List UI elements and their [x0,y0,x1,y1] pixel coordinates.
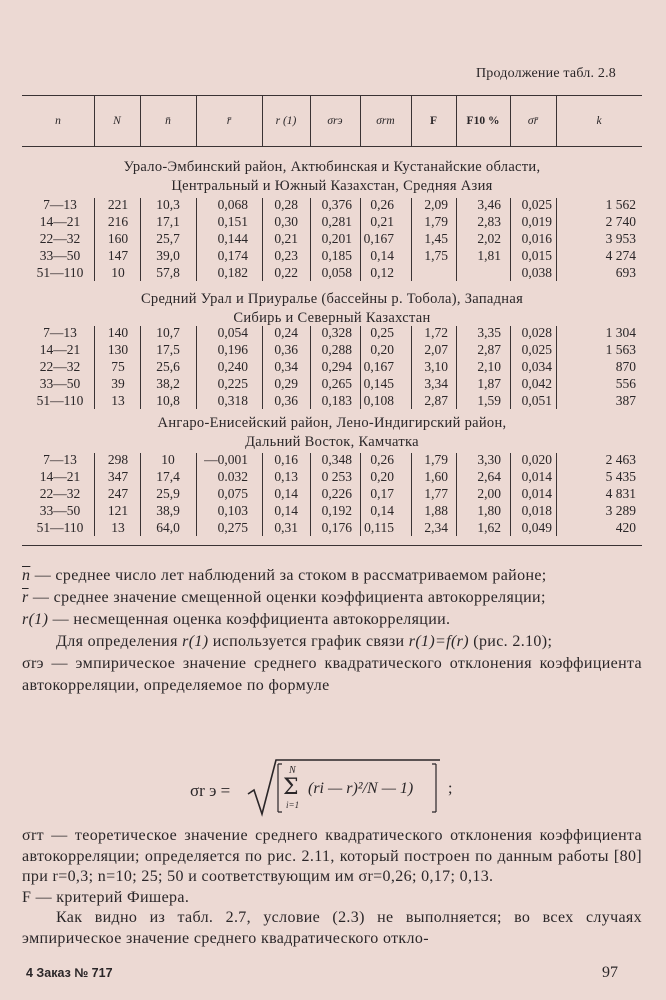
paragraph-text: — эмпирическое значение среднего квадратического отклонения коэффициента автокорреляции, определяемое по формуле [22,655,642,694]
header-sigma-rt: σrт [376,115,395,127]
table-continuation-label: Продолжение табл. 2.8 [476,66,616,81]
table-cell: 0,21 [370,214,394,229]
table-cell: 0,28 [274,197,298,212]
table-cell: 140 [107,325,129,340]
paragraph-text: Для определения [56,633,183,650]
table-row [22,469,642,486]
table-cell: 0,26 [370,452,394,467]
table-cell: 3,46 [477,197,501,212]
table-cell: 1,45 [424,231,448,246]
table-cell: 17,4 [156,469,180,484]
table-cell: 1 304 [605,325,636,340]
bracket-right-icon [432,764,436,812]
table-cell: 0,075 [217,486,248,501]
table-cell: 0,36 [274,342,298,357]
table-cell: 0,068 [217,197,248,212]
table-cell: 0.032 [217,469,248,484]
table-cell: 38,2 [156,376,180,391]
paragraph-text: Как видно из табл. 2.7, условие (2.3) не выполняется; во всех случаях эмпирическое значение среднего квадратического откло- [22,909,642,947]
table-cell: 2,00 [477,486,501,501]
table-cell: 247 [107,486,129,501]
table-cell: 0,226 [321,486,352,501]
table-cell: 51—110 [36,265,84,280]
table-cell: 10 [161,452,175,467]
table-cell: 0,25 [370,325,394,340]
table-row [22,359,642,376]
table-cell: 121 [107,503,129,518]
table-cell: 3,30 [477,452,501,467]
table-cell: 0,26 [370,197,394,212]
definitions-block [22,565,642,697]
table-cell: 2,07 [424,342,448,357]
table-cell: 1 563 [605,342,636,357]
table-cell: 0,192 [321,503,352,518]
table-cell: 39 [111,376,125,391]
table-cell: 870 [615,359,636,374]
table-cell: 7—13 [43,197,77,212]
table-cell: 1,88 [424,503,448,518]
header-r1: r (1) [275,115,297,127]
table-bottom-rule [22,545,642,546]
table-cell: 347 [107,469,129,484]
table-cell: 0,185 [321,248,352,263]
table-row [22,393,642,410]
table-cell: 1 562 [605,197,636,212]
table-cell: 22—32 [39,486,81,501]
sum-upper-limit: N [289,765,296,776]
table-cell: 0,058 [321,265,352,280]
paragraph-graph [22,631,642,653]
table-cell: 17,1 [156,214,180,229]
section-title [22,414,642,452]
section-title-line: Урало-Эмбинский район, Актюбинская и Кустанайские области, [123,159,541,175]
header-n-mean: n̄ [165,115,171,127]
table-cell: 1,81 [477,248,501,263]
table-cell: 0,20 [370,342,394,357]
table-cell: 216 [107,214,129,229]
table-row [22,325,642,342]
table-cell: 0,17 [370,486,394,501]
table-cell: 0,20 [370,469,394,484]
table-cell: 221 [107,197,129,212]
table-cell: 0,240 [217,359,248,374]
table-cell: 0,328 [321,325,352,340]
table-cell: 3 289 [605,503,636,518]
table-cell: 14—21 [39,214,81,229]
table-cell: 0,13 [274,469,298,484]
table-cell: 0,22 [274,265,298,280]
table-row [22,342,642,359]
table-cell: 0,201 [321,231,352,246]
table-cell: 0,016 [521,231,552,246]
table-cell: 0,042 [521,376,552,391]
bracket-left-icon [278,764,282,812]
table-cell: 0,014 [521,469,552,484]
table-cell: 0,145 [363,376,394,391]
table-cell: 0,025 [521,342,552,357]
table-cell: 1,79 [424,214,448,229]
table-cell: 160 [107,231,129,246]
table-cell: 0,020 [521,452,552,467]
table-cell: 0,014 [521,486,552,501]
table-cell: 387 [615,393,636,408]
symbol: σrт [22,827,44,844]
table-cell: 13 [111,393,125,408]
paragraph-n-mean [22,565,642,587]
table-row [22,376,642,393]
table-cell: 10,7 [156,325,180,340]
header-r-mean: r̄ [226,115,232,127]
table-cell: 130 [107,342,129,357]
table-cell: 2,87 [424,393,448,408]
paragraph-text: — среднее значение смещенной оценки коэффициента автокорреляции; [28,589,546,606]
table-cell: 1,75 [424,248,448,263]
table-cell: 0,183 [321,393,352,408]
section-title-line: Дальний Восток, Камчатка [245,434,419,450]
table-row [22,197,642,214]
table-cell: 4 274 [605,248,636,263]
table-cell: 1,80 [477,503,501,518]
table-cell: 10,8 [156,393,180,408]
header-sigma-re: σrэ [327,115,343,127]
page-number: 97 [602,964,618,981]
table-cell: 13 [111,520,125,535]
symbol: $\overline{n}$ [22,567,31,584]
table-cell: 0,038 [521,265,552,280]
paragraph-r-mean [22,587,642,609]
paragraph-text: — среднее число лет наблюдений за стоком в рассматриваемом районе; [30,567,547,584]
section-title [22,290,642,328]
table-cell: 0,16 [274,452,298,467]
table-cell: 0,225 [217,376,248,391]
formula-lhs: σr э = [190,781,231,800]
table-cell: 0,294 [321,359,352,374]
table-cell: 0,108 [363,393,394,408]
table-cell: 3,35 [477,325,501,340]
table-cell: 38,9 [156,503,180,518]
definitions-block-2 [22,826,642,949]
table-cell: 33—50 [39,248,81,263]
table-cell: 693 [615,265,636,280]
header-N: N [113,115,121,127]
table-cell: 420 [615,520,636,535]
formula-body: (ri — r)²/N — 1) [308,780,414,797]
sigma-sum-icon: Σ [283,775,299,800]
table-cell: 25,9 [156,486,180,501]
table-cell: 7—13 [43,452,77,467]
table-cell: 25,7 [156,231,180,246]
table-cell: 0,31 [274,520,298,535]
symbol: $\overline{r}$ [22,589,29,606]
table-cell: 57,8 [156,265,180,280]
table-cell: 1,79 [424,452,448,467]
formula-graphic [190,756,490,820]
table-cell: 0,14 [370,248,394,263]
table-cell: 0,12 [370,265,394,280]
table-cell: 14—21 [39,342,81,357]
table-cell: 1,60 [424,469,448,484]
table-cell: 0,115 [364,520,394,535]
table-cell: 0,025 [521,197,552,212]
table-cell: 1,77 [424,486,448,501]
table-cell: 0 253 [321,469,352,484]
table-cell: 0,34 [274,359,298,374]
paragraph-r1 [22,609,642,631]
table-cell: 0,281 [321,214,352,229]
paragraph-text: (рис. 2.10); [468,633,553,650]
table-cell: 1,62 [477,520,501,535]
table-cell: 0,151 [217,214,248,229]
section-title-line: Сибирь и Северный Казахстан [233,310,431,326]
table-cell: 4 831 [605,486,636,501]
table-cell: 7—13 [43,325,77,340]
table-cell: 0,034 [521,359,552,374]
table-row [22,214,642,231]
table-cell: 3,34 [424,376,448,391]
table-cell: 1,59 [477,393,501,408]
table-header [22,96,642,146]
table-cell: 5 435 [605,469,636,484]
table-cell: 0,288 [321,342,352,357]
table-cell: 2 740 [605,214,636,229]
paragraph-conclusion [22,908,642,949]
table-cell: 2,83 [477,214,501,229]
table-cell: 10,3 [156,197,180,212]
table-cell: 0,103 [217,503,248,518]
table-cell: 51—110 [36,393,84,408]
table-cell: 64,0 [156,520,180,535]
table-cell: 0,196 [217,342,248,357]
paragraph-fisher [22,888,642,909]
header-k: k [596,115,602,127]
table-cell: 14—21 [39,469,81,484]
table-cell: 0,318 [217,393,248,408]
table-cell: 0,054 [217,325,248,340]
table-row [22,452,642,469]
table-cell: 0,23 [274,248,298,263]
table-cell: 0,019 [521,214,552,229]
table-cell: 33—50 [39,376,81,391]
table-cell: 51—110 [36,520,84,535]
table-row [22,486,642,503]
section-title-line: Ангаро-Енисейский район, Лено-Индигирский район, [157,415,507,431]
symbol: r(1)=f(r) [408,633,469,650]
header-F: F [429,115,438,127]
table-cell: 2,34 [424,520,448,535]
table-cell: 2,87 [477,342,501,357]
section-title [22,158,642,196]
paragraph-text: используется график связи [208,633,409,650]
table-cell: 3,10 [424,359,448,374]
table-cell: 1,72 [424,325,448,340]
table-cell: 1,87 [477,376,501,391]
table-cell: 0,376 [321,197,352,212]
symbol: r(1) [182,633,209,650]
table-cell: 0,14 [274,503,298,518]
table-cell: 0,051 [521,393,552,408]
table-cell: 0,018 [521,503,552,518]
table-cell: 0,36 [274,393,298,408]
table-cell: 0,144 [217,231,248,246]
symbol: r(1) [22,611,49,628]
table-cell: 39,0 [156,248,180,263]
section-title-line: Средний Урал и Приуралье (бассейны р. Тобола), Западная [140,291,524,307]
print-order-label: 4 Заказ № 717 [26,966,113,980]
table-cell: 0,275 [217,520,248,535]
sum-lower-limit: i=1 [286,800,300,810]
symbol: σrэ [22,655,44,672]
table-cell: 0,21 [274,231,298,246]
table-cell: 0,14 [274,486,298,501]
table-cell: 0,174 [217,248,248,263]
table-cell: 10 [111,265,125,280]
paragraph-sigma-rt [22,826,642,888]
table-cell: 17,5 [156,342,180,357]
table-cell: 25,6 [156,359,180,374]
table-cell: 0,29 [274,376,298,391]
table-cell: 75 [111,359,125,374]
paragraph-text: F — критерий Фишера. [22,888,190,906]
table-cell: 0,348 [321,452,352,467]
table-cell: 0,265 [321,376,352,391]
paragraph-text: — несмещенная оценка коэффициента автокорреляции. [48,611,451,628]
sigma-formula [190,756,490,820]
table-cell: —0,001 [204,452,248,467]
table-cell: 0,167 [363,359,394,374]
table-cell: 0,14 [370,503,394,518]
section-title-line: Центральный и Южный Казахстан, Средняя Азия [171,178,493,194]
header-n: n [55,115,61,127]
table-cell: 22—32 [39,359,81,374]
paragraph-text: — теоретическое значение среднего квадратического отклонения коэффициента автокорреляции; определяется по рис. 2.11, который построен по данным работы [80] при r=0,3; n=10; 25; 50 и соответствующим им σr=0,26; 0,17; 0,13. [22,827,642,885]
table-row [22,520,642,537]
table-row [22,231,642,248]
header-F10: F10 % [466,115,500,127]
table-cell: 0,015 [521,248,552,263]
table-cell: 298 [107,452,129,467]
table-cell: 147 [107,248,129,263]
table-row [22,265,642,282]
table-cell: 2,02 [477,231,501,246]
table-cell: 2,09 [424,197,448,212]
paragraph-sigma-re [22,653,642,697]
table-row [22,248,642,265]
table-cell: 556 [615,376,636,391]
table-cell: 0,167 [363,231,394,246]
table-cell: 0,24 [274,325,298,340]
table-row [22,503,642,520]
table-cell: 22—32 [39,231,81,246]
table-cell: 0,049 [521,520,552,535]
table-cell: 0,176 [321,520,352,535]
table-cell: 3 953 [605,231,636,246]
table-cell: 0,182 [217,265,248,280]
table-header-rule [22,146,642,147]
table-cell: 0,30 [274,214,298,229]
table-cell: 2 463 [605,452,636,467]
table-cell: 33—50 [39,503,81,518]
table-cell: 2,10 [477,359,501,374]
formula-semicolon: ; [448,780,453,797]
header-sigma-r-mean: σr̄ [527,115,539,127]
table-cell: 2,64 [477,469,501,484]
table-cell: 0,028 [521,325,552,340]
